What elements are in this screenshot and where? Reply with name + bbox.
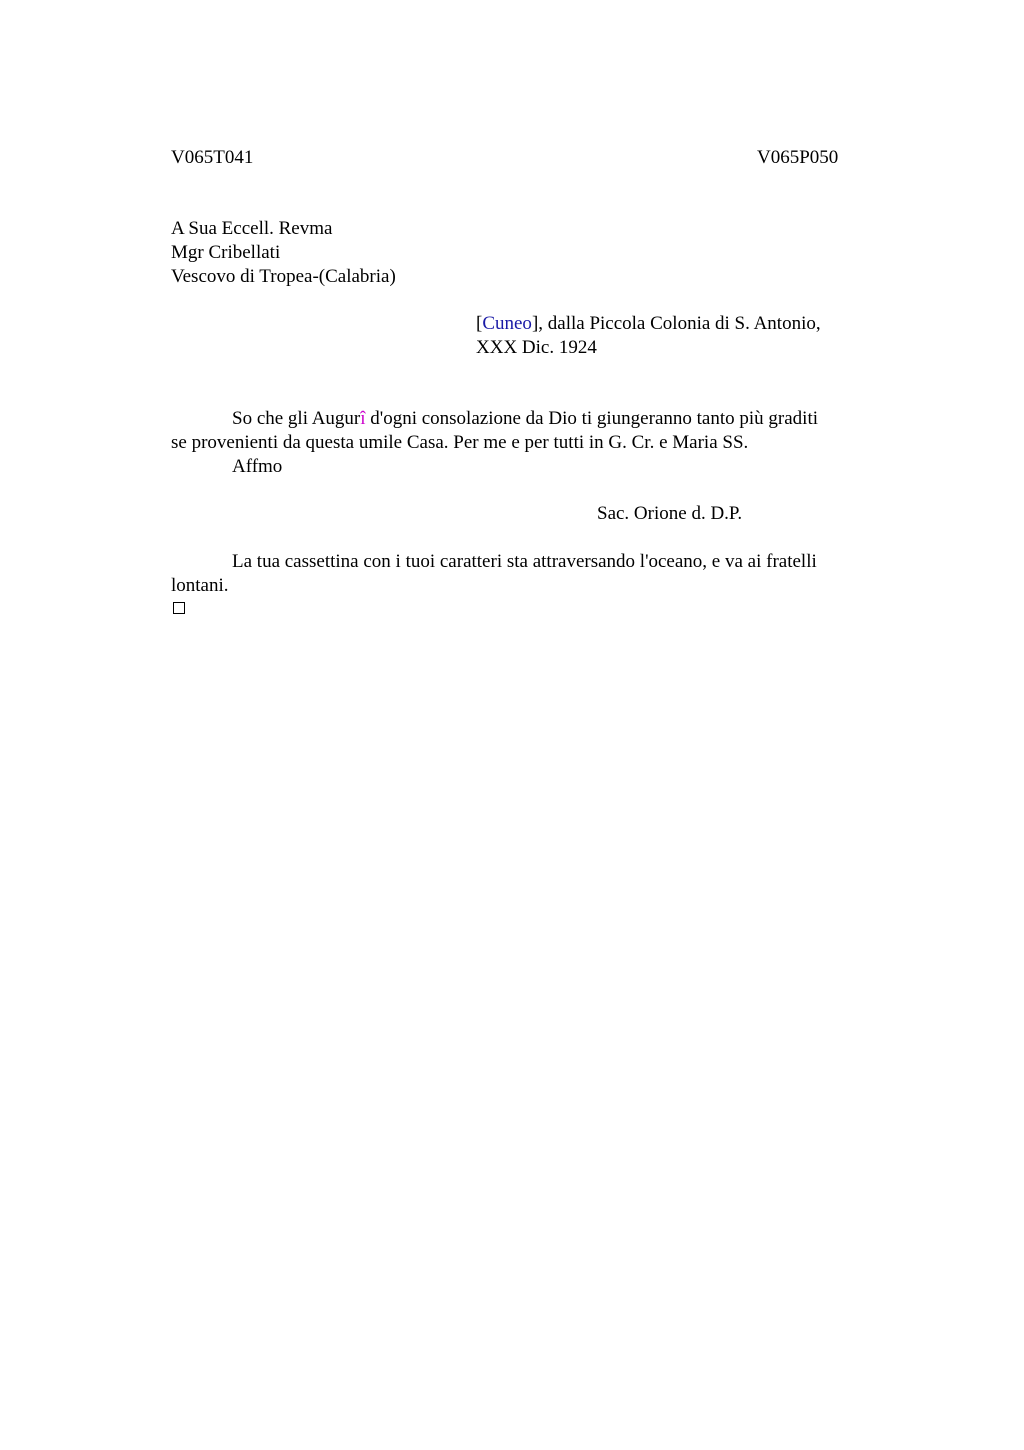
- signature: Sac. Orione d. D.P.: [597, 503, 743, 524]
- place-line: [476, 312, 821, 336]
- postscript-line-1: La tua cassettina con i tuoi caratteri sta attraversando l'oceano, e va ai fratelli: [232, 551, 817, 572]
- body-line-1-start: So che gli Augur: [232, 408, 361, 429]
- body-accent-letter: î: [360, 408, 366, 429]
- end-marker-box: [173, 602, 185, 614]
- body-line-1: [232, 407, 818, 431]
- postscript-line-2: lontani.: [171, 575, 229, 596]
- place-rest: ], dalla Piccola Colonia di S. Antonio,: [531, 313, 821, 334]
- recipient-office: Vescovo di Tropea-(Calabria): [171, 266, 396, 287]
- document-code-left: V065T041: [171, 147, 254, 168]
- recipient-name: Mgr Cribellati: [171, 242, 281, 263]
- document-code-right: V065P050: [757, 147, 839, 168]
- letter-date: XXX Dic. 1924: [476, 337, 597, 358]
- closing: Affmo: [232, 456, 283, 477]
- recipient-title: A Sua Eccell. Revma: [171, 218, 333, 239]
- body-line-1-end: d'ogni consolazione da Dio ti giungeranno tanto più graditi: [365, 408, 818, 429]
- place-city: Cuneo: [482, 313, 532, 334]
- body-line-2: se provenienti da questa umile Casa. Per me e per tutti in G. Cr. e Maria SS.: [171, 432, 749, 453]
- place-open-bracket: [: [476, 313, 483, 334]
